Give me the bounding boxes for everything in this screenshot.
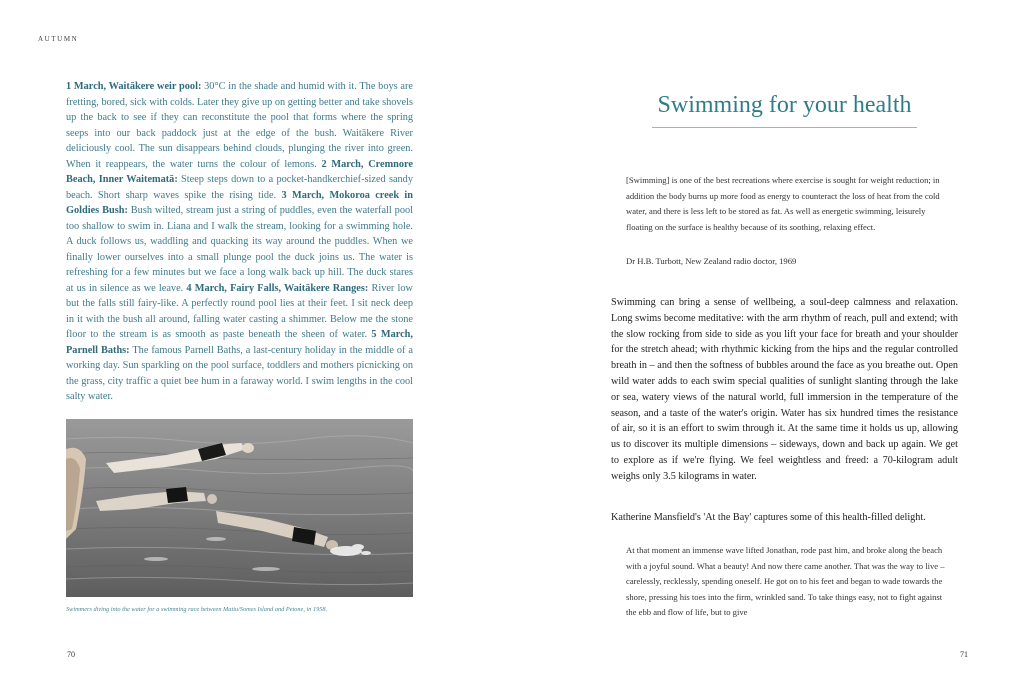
excerpt-quote: At that moment an immense wave lifted Jonathan, rode past him, and broke along the beach with a joyful sound. What a beauty! And now there came another. That was the way to live – carelessly, recklessly, spending oneself. He got on to his feet and began to wade towards the shore, pressing his toes into the firm, wrinkled sand. To take things easy, not to fight against the ebb and flow of life, but to give — [626, 545, 945, 617]
entry-text: 30°C in the shade and humid with it. The boys are fretting, bored, sick with colds. Later they give up on getting better and take shovels up the back to see if they can reconstitute the pool that forms where the spring seeps into our back paddock just at the edge of the bush. Waitākere River deliciously cool. The sun disappears behind clouds, plunging the river into green. When it reappears, the water turns the colour of lemons. — [66, 81, 413, 170]
right-page — [512, 0, 1024, 693]
entry-text: The famous Parnell Baths, a last-century holiday in the middle of a working day. Sun sparkling on the pool surface, toddlers and mothers picnicking on the grass, city traffic a quiet bee hum in a faraway world. I swim lengths in the cool salty water. — [66, 344, 413, 402]
entry-date: 4 March, Fairy Falls, Waitākere Ranges: — [186, 282, 369, 294]
epigraph-attribution: Dr H.B. Turbott, New Zealand radio doctor, 1969 — [626, 256, 797, 266]
diary-entries — [66, 79, 413, 405]
quote-intro: Katherine Mansfield's 'At the Bay' captures some of this health-filled delight. — [611, 512, 926, 523]
chapter-title: Swimming for your health — [657, 92, 912, 118]
page-number: 70 — [67, 650, 75, 659]
entry-date: 1 March, Waitākere weir pool: — [66, 81, 202, 92]
entry-text: Steep steps down to a pocket-handkerchief-sized sandy beach. Short sharp waves spike the rising tide. — [66, 174, 413, 201]
entry-text: River low but the falls still fairy-like. A perfectly round pool lies at their feet. I sit neck deep in it with the bush all around, falling water casting a shimmer. Below me the stone floor to the stream is as smooth as paste beneath the sheen of water. — [66, 282, 413, 340]
entry-date: 3 March, Mokoroa creek in Goldies Bush: — [66, 189, 413, 216]
photo-caption: Swimmers diving into the water for a swimming race between Matiu/Somes Island and Petone, in 1958. — [66, 606, 328, 613]
epigraph-quote: [Swimming] is one of the best recreations where exercise is sought for weight reduction; in addition the body burns up more food as energy to counteract the loss of heat from the cold water, and there is less left to be stored as fat. As well as energetic swimming, leisurely floating on the surface is healthy because of its soothing, relaxing effect. — [626, 175, 940, 232]
body-paragraph: Swimming can bring a sense of wellbeing, a soul-deep calmness and relaxation. Long swims become meditative: with the arm rhythm of reach, pull and extend; with the slow rocking from side to side as you lift your face for breath and your shoulder for the stretch ahead; with rhythmic kicking from the hips and the regular controlled breath in – and then the softness of bubbles around the face as you breathe out. Open wild water adds to each swim special qualities of sunlight slanting through the lake or sea, watery views of the natural world, full immersion in the temperature of the season, and a taste of the water's origin. Water has six hundred times the resistance of air, so it is an effort to swim through it. At the same time it holds us up, allowing us to discover its multiple dimensions – sideways, down and back up again. We get to explore as if we're flying. We feel weightless and freed: a 70-kilogram adult weighs only 3.5 kilograms in water. — [611, 297, 958, 482]
title-rule — [652, 127, 917, 128]
page-number: 71 — [960, 650, 968, 659]
entry-date: 5 March, Parnell Baths: — [66, 329, 413, 356]
entry-text: Bush wilted, stream just a string of puddles, even the waterfall pool too shallow to swim in. Liana and I walk the stream, looking for a swimming hole. A duck follows us, waddling and quacking its way around the puddles. When we finally lower ourselves into a small plunge pool the duck joins us. The water is refreshing for a few minutes but we face a long walk back up hill. The duck stares at us in silence as we leave. — [66, 205, 413, 294]
entry-date: 2 March, Cremnore Beach, Inner Waitematā: — [66, 158, 414, 185]
swimmers-diving-photo — [66, 419, 413, 597]
photo-illustration — [66, 419, 413, 597]
running-head: AUTUMN — [38, 35, 79, 43]
